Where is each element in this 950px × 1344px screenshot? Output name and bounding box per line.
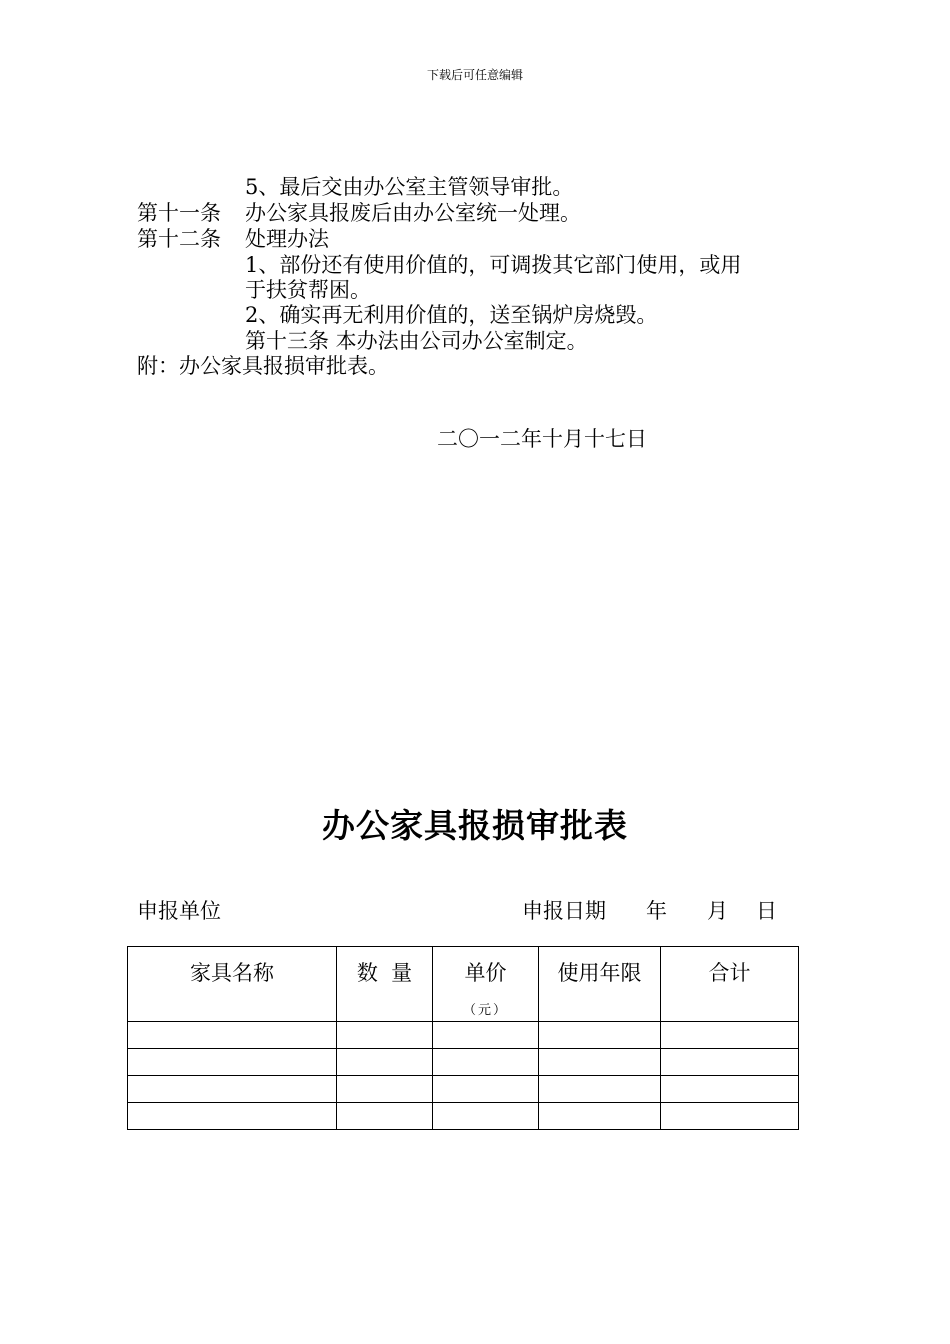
item-5: 5、最后交由办公室主管领导审批。 — [245, 175, 574, 199]
table-cell[interactable] — [128, 1103, 337, 1130]
sub-item-1-line-1: 1、部份还有使用价值的，可调拨其它部门使用，或用 — [245, 253, 742, 277]
day-label: 日 — [756, 899, 777, 923]
table-cell[interactable] — [661, 1049, 799, 1076]
table-header-row — [128, 947, 799, 1022]
table-cell[interactable] — [337, 1103, 433, 1130]
table-cell[interactable] — [337, 1076, 433, 1103]
attachment-note: 附：办公家具报损审批表。 — [137, 354, 389, 378]
table-row — [128, 1076, 799, 1103]
article-11 — [137, 200, 581, 226]
table-cell[interactable] — [128, 1022, 337, 1049]
approval-table — [127, 946, 799, 1130]
article-12 — [137, 226, 329, 252]
article-12-text: 处理办法 — [245, 227, 329, 251]
table-cell[interactable] — [128, 1076, 337, 1103]
table-cell[interactable] — [539, 1076, 661, 1103]
table-row — [128, 1022, 799, 1049]
table-cell[interactable] — [128, 1049, 337, 1076]
table-cell[interactable] — [539, 1022, 661, 1049]
column-header-years: 使用年限 — [539, 947, 661, 1022]
sub-item-2: 2、确实再无利用价值的，送至锅炉房烧毁。 — [245, 303, 658, 327]
table-cell[interactable] — [661, 1103, 799, 1130]
form-title: 办公家具报损审批表 — [322, 806, 628, 845]
article-12-label: 第十二条 — [137, 227, 221, 251]
document-date: 二〇一二年十月十七日 — [437, 427, 647, 451]
column-header-total: 合计 — [661, 947, 799, 1022]
sub-item-1-line-2: 于扶贫帮困。 — [245, 278, 371, 302]
table-cell[interactable] — [661, 1022, 799, 1049]
header-note: 下载后可任意编辑 — [426, 68, 523, 82]
table-cell[interactable] — [433, 1049, 539, 1076]
column-header-quantity: 数 量 — [337, 947, 433, 1022]
table-cell[interactable] — [433, 1076, 539, 1103]
table-cell[interactable] — [539, 1049, 661, 1076]
article-11-label: 第十一条 — [137, 201, 221, 225]
table-row — [128, 1103, 799, 1130]
reporting-date-label: 申报日期 — [522, 899, 606, 923]
table-cell[interactable] — [661, 1076, 799, 1103]
article-11-text: 办公家具报废后由办公室统一处理。 — [245, 201, 581, 225]
table-cell[interactable] — [433, 1103, 539, 1130]
table-row — [128, 1049, 799, 1076]
table-cell[interactable] — [337, 1049, 433, 1076]
table-cell[interactable] — [337, 1022, 433, 1049]
reporting-unit-label: 申报单位 — [137, 899, 221, 923]
column-header-name: 家具名称 — [128, 947, 337, 1022]
month-label: 月 — [707, 899, 728, 923]
price-unit-note: （元） — [462, 1003, 508, 1018]
table-cell[interactable] — [539, 1103, 661, 1130]
column-header-price — [433, 947, 539, 1022]
article-13: 第十三条 本办法由公司办公室制定。 — [245, 329, 588, 353]
reporting-date — [522, 895, 777, 925]
table-cell[interactable] — [433, 1022, 539, 1049]
price-label: 单价 — [464, 961, 507, 985]
year-label: 年 — [646, 899, 667, 923]
